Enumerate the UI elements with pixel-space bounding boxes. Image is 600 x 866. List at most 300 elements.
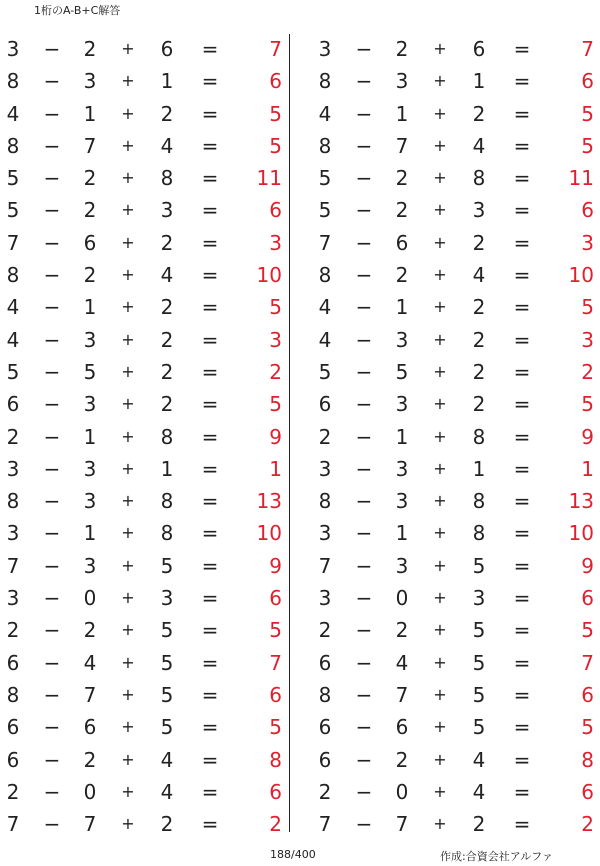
operand-b: 3	[395, 69, 409, 94]
operand-c: 6	[160, 37, 174, 61]
operand-b: 2	[395, 37, 409, 61]
problem-row	[312, 453, 597, 485]
operand-a: 7	[318, 230, 332, 255]
plus-sign: +	[433, 814, 447, 834]
answer: 5	[269, 133, 282, 158]
minus-sign: −	[355, 392, 373, 417]
operand-b: 0	[83, 779, 97, 804]
equals-sign: =	[201, 521, 219, 546]
plus-sign: +	[121, 491, 135, 511]
operand-c: 5	[160, 553, 174, 578]
operand-a: 4	[318, 295, 332, 320]
operand-b: 1	[395, 101, 409, 126]
operand-b: 3	[83, 69, 97, 94]
problem-row	[0, 744, 285, 776]
operand-c: 2	[160, 359, 174, 384]
equals-sign: =	[513, 521, 531, 546]
answer: 5	[269, 101, 282, 126]
problem-row	[0, 162, 285, 194]
equals-sign: =	[201, 166, 219, 191]
operand-a: 2	[318, 779, 332, 804]
plus-sign: +	[121, 39, 135, 58]
operand-b: 3	[395, 327, 409, 352]
minus-sign: −	[43, 812, 61, 837]
operand-c: 4	[160, 747, 174, 772]
problem-row	[0, 291, 285, 323]
equals-sign: =	[513, 230, 531, 255]
equals-sign: =	[513, 456, 531, 481]
problem-row	[312, 711, 597, 743]
equals-sign: =	[513, 359, 531, 384]
problem-row	[0, 421, 285, 453]
equals-sign: =	[201, 198, 219, 223]
operand-c: 4	[472, 779, 486, 804]
minus-sign: −	[43, 715, 61, 740]
operand-c: 6	[472, 37, 486, 61]
operand-a: 4	[318, 327, 332, 352]
equals-sign: =	[513, 392, 531, 417]
operand-c: 5	[160, 682, 174, 707]
credit-text: 作成:合資会社アルファ	[440, 850, 554, 863]
plus-sign: +	[121, 168, 135, 188]
operand-c: 5	[472, 682, 486, 707]
minus-sign: −	[355, 166, 373, 191]
equals-sign: =	[513, 263, 531, 288]
answer: 10	[256, 521, 282, 546]
operand-b: 3	[83, 392, 97, 417]
plus-sign: +	[433, 168, 447, 188]
problem-row	[0, 776, 285, 808]
operand-a: 8	[6, 263, 20, 288]
operand-c: 4	[472, 263, 486, 288]
minus-sign: −	[355, 779, 373, 804]
operand-a: 2	[6, 779, 20, 804]
minus-sign: −	[43, 586, 61, 611]
problem-row	[0, 33, 285, 65]
problem-row	[0, 453, 285, 485]
minus-sign: −	[43, 682, 61, 707]
problem-row	[312, 776, 597, 808]
plus-sign: +	[433, 458, 447, 478]
equals-sign: =	[201, 359, 219, 384]
answer: 8	[269, 747, 282, 772]
plus-sign: +	[433, 200, 447, 220]
operand-b: 3	[83, 327, 97, 352]
operand-c: 8	[472, 424, 486, 449]
equals-sign: =	[513, 37, 531, 61]
operand-b: 7	[395, 682, 409, 707]
equals-sign: =	[201, 424, 219, 449]
equals-sign: =	[201, 489, 219, 514]
operand-c: 5	[160, 715, 174, 740]
operand-a: 6	[318, 392, 332, 417]
operand-a: 4	[6, 327, 20, 352]
operand-c: 4	[160, 779, 174, 804]
page-number: 188/400	[270, 848, 316, 861]
problem-row	[312, 679, 597, 711]
answer: 3	[269, 230, 282, 255]
answer: 5	[269, 715, 282, 740]
operand-a: 8	[318, 682, 332, 707]
operand-a: 5	[6, 198, 20, 223]
problem-row	[312, 291, 597, 323]
answer: 5	[581, 715, 594, 740]
equals-sign: =	[201, 779, 219, 804]
plus-sign: +	[433, 329, 447, 349]
plus-sign: +	[121, 265, 135, 285]
answer: 11	[256, 166, 282, 191]
problem-row	[0, 259, 285, 291]
minus-sign: −	[43, 198, 61, 223]
problem-row	[312, 324, 597, 356]
minus-sign: −	[355, 618, 373, 643]
operand-b: 1	[395, 424, 409, 449]
answer: 13	[256, 489, 282, 514]
answer: 6	[269, 779, 282, 804]
operand-b: 3	[395, 553, 409, 578]
plus-sign: +	[121, 523, 135, 543]
answer: 6	[581, 682, 594, 707]
minus-sign: −	[355, 812, 373, 837]
operand-b: 1	[83, 424, 97, 449]
minus-sign: −	[43, 424, 61, 449]
operand-c: 3	[160, 198, 174, 223]
answer: 7	[581, 37, 594, 61]
minus-sign: −	[355, 456, 373, 481]
equals-sign: =	[201, 133, 219, 158]
operand-b: 7	[395, 133, 409, 158]
operand-c: 1	[160, 456, 174, 481]
equals-sign: =	[201, 553, 219, 578]
operand-a: 5	[6, 359, 20, 384]
equals-sign: =	[201, 263, 219, 288]
minus-sign: −	[355, 715, 373, 740]
operand-c: 2	[160, 392, 174, 417]
plus-sign: +	[433, 394, 447, 414]
answer: 3	[581, 230, 594, 255]
answer: 3	[581, 327, 594, 352]
operand-a: 4	[6, 295, 20, 320]
minus-sign: −	[355, 521, 373, 546]
answer: 5	[581, 133, 594, 158]
plus-sign: +	[121, 588, 135, 608]
operand-a: 6	[6, 715, 20, 740]
answer: 10	[568, 263, 594, 288]
minus-sign: −	[355, 37, 373, 61]
plus-sign: +	[433, 297, 447, 317]
page-title: 1桁のA-B+C解答	[34, 4, 121, 17]
answer: 7	[581, 650, 594, 675]
operand-c: 2	[160, 101, 174, 126]
operand-b: 3	[83, 489, 97, 514]
equals-sign: =	[513, 715, 531, 740]
operand-a: 8	[318, 489, 332, 514]
operand-a: 8	[318, 133, 332, 158]
equals-sign: =	[201, 586, 219, 611]
minus-sign: −	[43, 779, 61, 804]
answer: 5	[581, 101, 594, 126]
problem-row	[0, 356, 285, 388]
plus-sign: +	[121, 200, 135, 220]
answer: 13	[568, 489, 594, 514]
operand-a: 5	[6, 166, 20, 191]
operand-a: 8	[318, 69, 332, 94]
plus-sign: +	[433, 232, 447, 252]
problem-row	[0, 98, 285, 130]
problem-row	[312, 744, 597, 776]
operand-c: 8	[160, 424, 174, 449]
plus-sign: +	[121, 555, 135, 575]
problem-row	[0, 130, 285, 162]
plus-sign: +	[121, 620, 135, 640]
answer: 9	[269, 553, 282, 578]
equals-sign: =	[513, 586, 531, 611]
plus-sign: +	[433, 717, 447, 737]
equals-sign: =	[513, 101, 531, 126]
answer: 5	[581, 295, 594, 320]
equals-sign: =	[201, 715, 219, 740]
operand-a: 3	[318, 586, 332, 611]
problem-row	[312, 65, 597, 97]
problem-row	[312, 130, 597, 162]
operand-c: 4	[472, 133, 486, 158]
operand-c: 5	[472, 553, 486, 578]
operand-b: 7	[83, 133, 97, 158]
plus-sign: +	[433, 684, 447, 704]
minus-sign: −	[43, 618, 61, 643]
problem-row	[312, 259, 597, 291]
minus-sign: −	[43, 166, 61, 191]
operand-a: 2	[6, 618, 20, 643]
problem-row	[0, 550, 285, 582]
minus-sign: −	[355, 133, 373, 158]
answer: 2	[269, 812, 282, 837]
plus-sign: +	[433, 265, 447, 285]
operand-a: 6	[6, 392, 20, 417]
operand-b: 2	[395, 618, 409, 643]
operand-c: 8	[472, 489, 486, 514]
answer: 6	[269, 198, 282, 223]
answer: 8	[581, 747, 594, 772]
operand-c: 5	[160, 618, 174, 643]
answer: 3	[269, 327, 282, 352]
answer: 5	[581, 392, 594, 417]
equals-sign: =	[513, 489, 531, 514]
plus-sign: +	[121, 458, 135, 478]
operand-a: 4	[6, 101, 20, 126]
operand-c: 2	[472, 230, 486, 255]
equals-sign: =	[513, 553, 531, 578]
plus-sign: +	[121, 717, 135, 737]
minus-sign: −	[43, 521, 61, 546]
operand-b: 0	[83, 586, 97, 611]
operand-a: 3	[318, 521, 332, 546]
equals-sign: =	[201, 230, 219, 255]
plus-sign: +	[121, 329, 135, 349]
operand-c: 2	[472, 101, 486, 126]
plus-sign: +	[121, 297, 135, 317]
equals-sign: =	[201, 392, 219, 417]
operand-c: 4	[472, 747, 486, 772]
operand-c: 5	[160, 650, 174, 675]
problem-row	[0, 647, 285, 679]
operand-b: 7	[83, 812, 97, 837]
problem-column-left	[0, 33, 285, 840]
operand-a: 3	[6, 456, 20, 481]
equals-sign: =	[513, 747, 531, 772]
minus-sign: −	[43, 650, 61, 675]
plus-sign: +	[433, 39, 447, 58]
equals-sign: =	[201, 101, 219, 126]
answer: 2	[269, 359, 282, 384]
equals-sign: =	[513, 424, 531, 449]
answer: 6	[269, 586, 282, 611]
problem-row	[312, 162, 597, 194]
operand-b: 3	[83, 456, 97, 481]
plus-sign: +	[433, 135, 447, 155]
column-divider	[289, 34, 290, 832]
answer: 9	[269, 424, 282, 449]
plus-sign: +	[433, 523, 447, 543]
problem-row	[0, 485, 285, 517]
operand-c: 3	[472, 198, 486, 223]
operand-c: 5	[472, 618, 486, 643]
plus-sign: +	[433, 749, 447, 769]
operand-a: 7	[6, 553, 20, 578]
operand-b: 1	[83, 521, 97, 546]
answer: 11	[568, 166, 594, 191]
operand-a: 5	[318, 198, 332, 223]
answer: 5	[269, 392, 282, 417]
answer: 1	[269, 456, 282, 481]
operand-c: 2	[160, 327, 174, 352]
minus-sign: −	[355, 69, 373, 94]
plus-sign: +	[433, 652, 447, 672]
operand-a: 2	[6, 424, 20, 449]
operand-c: 5	[472, 650, 486, 675]
operand-a: 5	[318, 166, 332, 191]
operand-a: 3	[318, 456, 332, 481]
operand-b: 2	[83, 166, 97, 191]
equals-sign: =	[201, 682, 219, 707]
operand-a: 8	[6, 489, 20, 514]
equals-sign: =	[201, 456, 219, 481]
answer: 6	[269, 69, 282, 94]
operand-c: 2	[160, 295, 174, 320]
operand-c: 2	[160, 230, 174, 255]
equals-sign: =	[513, 327, 531, 352]
equals-sign: =	[201, 812, 219, 837]
minus-sign: −	[43, 230, 61, 255]
operand-c: 1	[472, 69, 486, 94]
operand-b: 6	[395, 230, 409, 255]
operand-b: 2	[395, 198, 409, 223]
plus-sign: +	[433, 491, 447, 511]
plus-sign: +	[433, 71, 447, 91]
minus-sign: −	[355, 198, 373, 223]
operand-a: 3	[6, 586, 20, 611]
operand-c: 2	[472, 812, 486, 837]
problem-row	[0, 614, 285, 646]
minus-sign: −	[43, 392, 61, 417]
problem-column-right	[312, 33, 597, 840]
minus-sign: −	[43, 489, 61, 514]
answer: 10	[568, 521, 594, 546]
equals-sign: =	[201, 295, 219, 320]
plus-sign: +	[121, 684, 135, 704]
minus-sign: −	[355, 553, 373, 578]
operand-c: 3	[160, 586, 174, 611]
minus-sign: −	[355, 359, 373, 384]
operand-b: 7	[395, 812, 409, 837]
answer: 9	[581, 553, 594, 578]
problem-row	[312, 227, 597, 259]
minus-sign: −	[43, 101, 61, 126]
problem-row	[0, 65, 285, 97]
plus-sign: +	[121, 361, 135, 381]
operand-c: 2	[472, 392, 486, 417]
operand-a: 3	[6, 37, 20, 61]
operand-b: 2	[83, 37, 97, 61]
problem-row	[312, 485, 597, 517]
answer: 5	[581, 618, 594, 643]
operand-b: 2	[395, 747, 409, 772]
minus-sign: −	[355, 747, 373, 772]
minus-sign: −	[43, 327, 61, 352]
operand-a: 6	[318, 650, 332, 675]
operand-a: 2	[318, 424, 332, 449]
operand-a: 6	[6, 650, 20, 675]
operand-b: 4	[395, 650, 409, 675]
operand-b: 3	[395, 489, 409, 514]
operand-c: 8	[160, 166, 174, 191]
operand-b: 0	[395, 586, 409, 611]
operand-a: 8	[6, 69, 20, 94]
minus-sign: −	[43, 263, 61, 288]
operand-c: 8	[472, 166, 486, 191]
equals-sign: =	[201, 747, 219, 772]
problem-row	[0, 388, 285, 420]
minus-sign: −	[43, 553, 61, 578]
operand-b: 0	[395, 779, 409, 804]
equals-sign: =	[201, 618, 219, 643]
minus-sign: −	[355, 650, 373, 675]
operand-c: 2	[472, 327, 486, 352]
problem-row	[312, 808, 597, 840]
answer: 5	[269, 618, 282, 643]
answer: 6	[581, 198, 594, 223]
operand-a: 7	[318, 812, 332, 837]
equals-sign: =	[201, 327, 219, 352]
problem-row	[312, 647, 597, 679]
operand-b: 2	[83, 618, 97, 643]
equals-sign: =	[513, 133, 531, 158]
operand-b: 1	[395, 295, 409, 320]
answer: 6	[581, 779, 594, 804]
minus-sign: −	[43, 747, 61, 772]
plus-sign: +	[433, 555, 447, 575]
plus-sign: +	[121, 814, 135, 834]
operand-a: 6	[6, 747, 20, 772]
plus-sign: +	[121, 781, 135, 801]
problem-row	[312, 550, 597, 582]
answer: 2	[581, 359, 594, 384]
operand-a: 7	[6, 812, 20, 837]
problem-row	[0, 517, 285, 549]
operand-b: 2	[395, 166, 409, 191]
equals-sign: =	[513, 779, 531, 804]
operand-b: 2	[83, 263, 97, 288]
